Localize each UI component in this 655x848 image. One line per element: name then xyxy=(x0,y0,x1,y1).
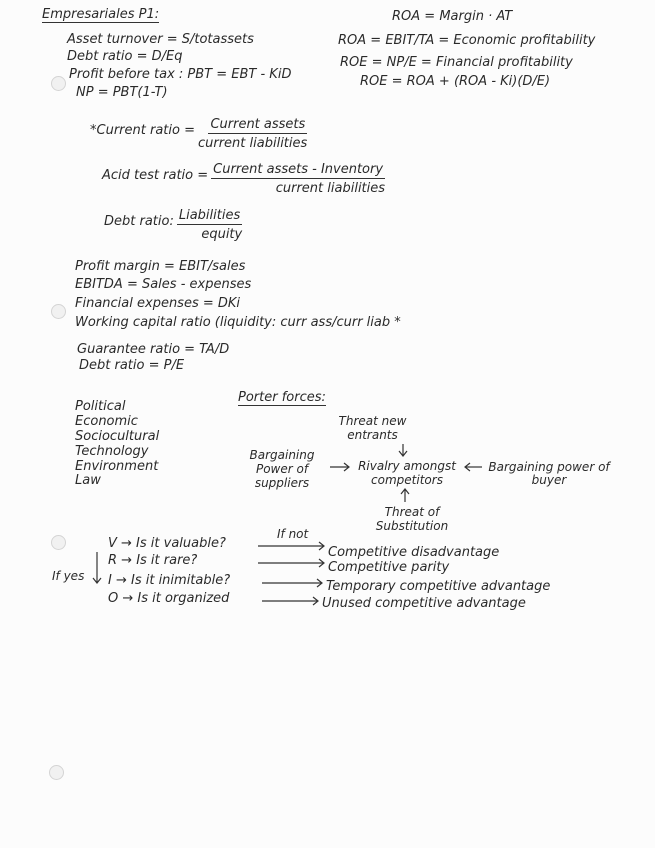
roa-definition: ROA = Margin · AT xyxy=(392,9,513,24)
porter-rivalry: Rivalry amongst competitors xyxy=(358,459,456,487)
roe-financial-profitability: ROE = NP/E = Financial profitability xyxy=(340,55,573,70)
vrio-organized: O → Is it organized xyxy=(108,591,230,606)
vrio-outcome-disadvantage: Competitive disadvantage xyxy=(328,545,500,560)
debt-ratio-denominator: equity xyxy=(201,227,243,242)
vrio-if-not: If not xyxy=(277,527,309,541)
pestel-economic: Economic xyxy=(75,414,138,429)
working-capital-ratio: Working capital ratio (liquidity: curr ass/curr liab * xyxy=(75,315,401,330)
debt-ratio-label: Debt ratio: xyxy=(104,214,174,229)
profit-margin: Profit margin = EBIT/sales xyxy=(75,259,246,274)
vrio-outcome-parity: Competitive parity xyxy=(328,560,450,575)
current-ratio-denominator: current liabilities xyxy=(197,136,308,151)
pestel-law: Law xyxy=(75,473,101,488)
pestel-technology: Technology xyxy=(75,444,149,459)
vrio-outcome-temporary: Temporary competitive advantage xyxy=(326,579,551,594)
debt-ratio-pe: Debt ratio = P/E xyxy=(79,358,185,373)
porter-suppliers: Bargaining Power of suppliers xyxy=(249,448,315,490)
roa-economic-profitability: ROA = EBIT/TA = Economic profitability xyxy=(338,33,596,48)
debt-ratio-numerator: Liabilities xyxy=(178,208,241,223)
vrio-rare: R → Is it rare? xyxy=(108,553,198,568)
pestel-political: Political xyxy=(75,399,126,414)
acid-test-numerator: Current assets - Inventory xyxy=(213,162,384,177)
roe-formula: ROE = ROA + (ROA - Ki)(D/E) xyxy=(360,74,551,89)
vrio-valuable: V → Is it valuable? xyxy=(108,536,226,551)
pestel-sociocultural: Sociocultural xyxy=(75,429,160,444)
porter-new-entrants: Threat new entrants xyxy=(338,414,407,442)
asset-turnover: Asset turnover = S/totassets xyxy=(67,32,254,47)
acid-test-denominator: current liabilities xyxy=(275,181,386,196)
profit-before-tax: Profit before tax : PBT = EBT - KiD xyxy=(69,67,292,82)
vrio-inimitable: I → Is it inimitable? xyxy=(108,573,231,588)
pestel-environment: Environment xyxy=(75,459,159,474)
porter-buyer: Bargaining power of buyer xyxy=(488,460,610,487)
porter-title: Porter forces: xyxy=(238,390,326,405)
financial-expenses: Financial expenses = DKi xyxy=(75,296,241,311)
debt-ratio-deq: Debt ratio = D/Eq xyxy=(67,49,183,64)
page-title: Empresariales P1: xyxy=(42,7,160,22)
current-ratio-label: *Current ratio = xyxy=(90,123,195,138)
current-ratio-numerator: Current assets xyxy=(210,117,306,132)
ebitda: EBITDA = Sales - expenses xyxy=(75,277,252,292)
net-profit: NP = PBT(1-T) xyxy=(76,85,168,100)
acid-test-label: Acid test ratio = xyxy=(102,168,209,183)
guarantee-ratio: Guarantee ratio = TA/D xyxy=(77,342,230,357)
vrio-outcome-unused: Unused competitive advantage xyxy=(322,596,526,611)
porter-substitution: Threat of Substitution xyxy=(375,505,449,533)
vrio-if-yes: If yes xyxy=(52,569,85,583)
